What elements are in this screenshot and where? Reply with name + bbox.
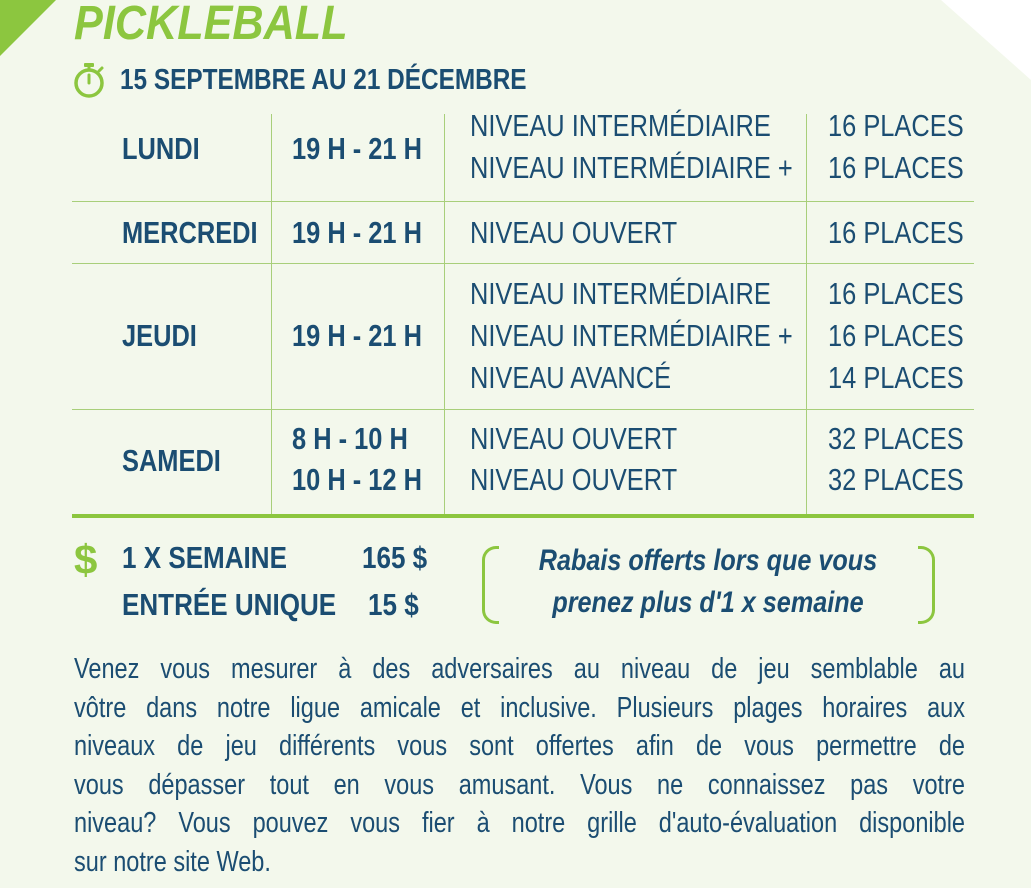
stopwatch-icon: [72, 62, 106, 98]
time-slot: 19 H - 21 H: [292, 318, 422, 353]
places: 16 PLACES: [828, 108, 964, 143]
description-line: Venez vous mesurer à des adversaires au niveau de jeu semblable au: [74, 653, 965, 685]
level: NIVEAU OUVERT: [470, 421, 678, 456]
description-line: sur notre site Web.: [74, 845, 271, 878]
row-divider: [72, 263, 974, 264]
day-label: MERCREDI: [122, 215, 258, 250]
day-label: LUNDI: [122, 131, 200, 166]
time-slot: 19 H - 21 H: [292, 131, 422, 166]
price-label: ENTRÉE UNIQUE: [122, 587, 337, 622]
column-divider: [271, 114, 272, 514]
places: 14 PLACES: [828, 360, 964, 395]
level: NIVEAU OUVERT: [470, 215, 678, 250]
corner-fold: [941, 0, 1031, 80]
description-line: vous dépasser tout en vous amusant. Vous ne connaissez pas votre: [74, 768, 965, 801]
day-label: SAMEDI: [122, 443, 221, 478]
places: 16 PLACES: [828, 215, 964, 250]
discount-line: prenez plus d'1 x semaine: [552, 586, 864, 619]
page-title: PICKLEBALL: [74, 0, 348, 50]
discount-line: Rabais offerts lors que vous: [538, 544, 878, 577]
dollar-icon: $: [74, 536, 98, 583]
price-value: 165 $: [362, 540, 428, 575]
level: NIVEAU INTERMÉDIAIRE: [470, 108, 771, 143]
level: NIVEAU AVANCÉ: [470, 360, 672, 395]
description-line: vôtre dans notre ligue amicale et inclusive. Plusieurs plages horaires aux: [74, 691, 965, 724]
price-label: 1 X SEMAINE: [122, 540, 287, 575]
time-slot: 10 H - 12 H: [292, 462, 422, 497]
date-range: 15 SEPTEMBRE AU 21 DÉCEMBRE: [120, 63, 527, 96]
date-row: [72, 60, 604, 100]
places: 32 PLACES: [828, 421, 964, 456]
places: 16 PLACES: [828, 276, 964, 311]
description-line: niveau? Vous pouvez vous fier à notre grille d'auto-évaluation disponible: [74, 807, 965, 839]
bracket-left: [482, 546, 499, 624]
day-label: JEUDI: [122, 318, 197, 353]
table-bottom-rule: [72, 514, 974, 518]
level: NIVEAU INTERMÉDIAIRE +: [470, 318, 793, 353]
price-value: 15 $: [368, 587, 419, 622]
corner-decoration: [0, 0, 56, 56]
level: NIVEAU OUVERT: [470, 462, 678, 497]
column-divider: [806, 114, 807, 514]
row-divider: [72, 201, 974, 202]
places: 32 PLACES: [828, 462, 964, 497]
row-divider: [72, 409, 974, 410]
time-slot: 8 H - 10 H: [292, 421, 408, 456]
time-slot: 19 H - 21 H: [292, 215, 422, 250]
description: [74, 650, 965, 881]
level: NIVEAU INTERMÉDIAIRE: [470, 276, 771, 311]
places: 16 PLACES: [828, 318, 964, 353]
places: 16 PLACES: [828, 150, 964, 185]
column-divider: [444, 114, 445, 514]
bracket-right: [918, 546, 935, 624]
level: NIVEAU INTERMÉDIAIRE +: [470, 150, 793, 185]
discount-note: [500, 540, 916, 624]
description-line: niveaux de jeu différents vous sont offertes afin de vous permettre de: [74, 730, 965, 762]
